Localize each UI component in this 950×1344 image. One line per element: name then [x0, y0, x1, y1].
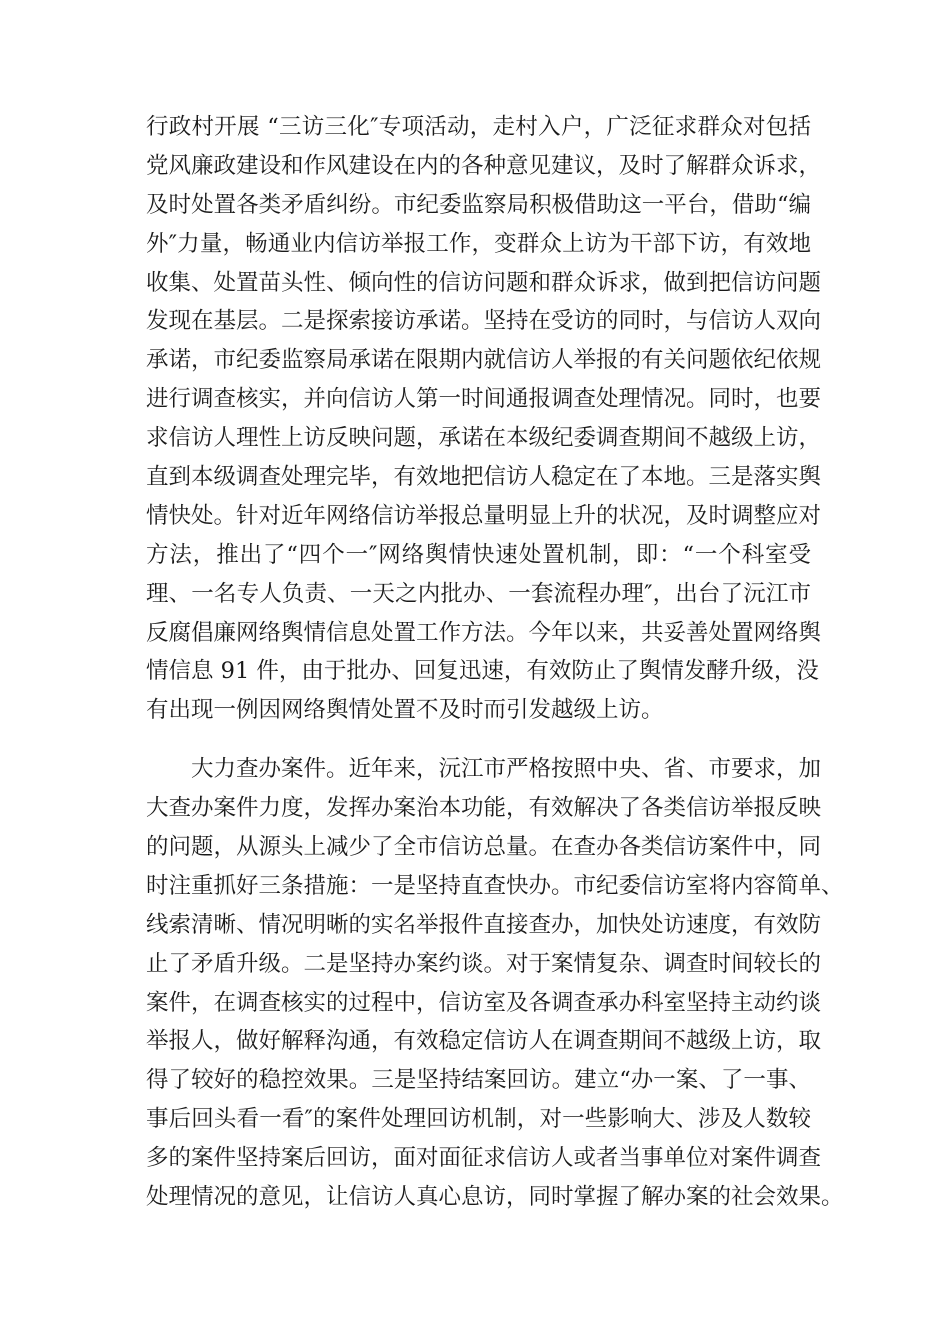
text-line: 举报人，做好解释沟通，有效稳定信访人在调查期间不越级上访，取: [146, 1028, 822, 1055]
text-line: 直到本级调查处理完毕，有效地把信访人稳定在了本地。三是落实舆: [146, 464, 822, 491]
text-line: 发现在基层。二是探索接访承诺。坚持在受访的同时，与信访人双向: [146, 308, 822, 335]
text-line: 进行调查核实，并向信访人第一时间通报调查处理情况。同时，也要: [146, 386, 822, 413]
text-line: 得了较好的稳控效果。三是坚持结案回访。建立“办一案、了一事、: [146, 1067, 811, 1094]
text-line: 求信访人理性上访反映问题，承诺在本级纪委调查期间不越级上访，: [146, 425, 822, 452]
text-line: 事后回头看一看″的案件处理回访机制，对一些影响大、涉及人数较: [146, 1106, 811, 1133]
text-line: 及时处置各类矛盾纠纷。市纪委监察局积极借助这一平台，借助“编: [146, 191, 811, 218]
text-line: 反腐倡廉网络舆情信息处置工作方法。今年以来，共妥善处置网络舆: [146, 619, 822, 646]
text-line: 大力查办案件。近年来，沅江市严格按照中央、省、市要求，加: [191, 756, 822, 783]
text-line: 线索清晰、情况明晰的实名举报件直接查办，加快处访速度，有效防: [146, 911, 822, 938]
paragraph-case-investigation: [146, 750, 844, 1217]
text-line: 止了矛盾升级。二是坚持办案约谈。对于案情复杂、调查时间较长的: [146, 950, 822, 977]
text-line: 承诺，市纪委监察局承诺在限期内就信访人举报的有关问题依纪依规: [146, 347, 822, 374]
text-line: 时注重抓好三条措施：一是坚持直查快办。市纪委信访室将内容简单、: [146, 872, 844, 899]
paragraph-spacer: [146, 730, 811, 750]
text-line: 党风廉政建设和作风建设在内的各种意见建议，及时了解群众诉求，: [146, 152, 822, 179]
text-line: 情快处。针对近年网络信访举报总量明显上升的状况，及时调整应对: [146, 502, 822, 529]
text-line: 有出现一例因网络舆情处置不及时而引发越级上访。: [146, 697, 664, 724]
text-line: 情信息 91 件，由于批办、回复迅速，有效防止了舆情发酵升级，没: [146, 658, 819, 685]
paragraph-petition-handling: [146, 108, 822, 730]
text-line: 处理情况的意见，让信访人真心息访，同时掌握了解办案的社会效果。: [146, 1184, 844, 1211]
text-line: 案件，在调查核实的过程中，信访室及各调查承办科室坚持主动约谈: [146, 989, 822, 1016]
text-line: 外″力量，畅通业内信访举报工作，变群众上访为干部下访，有效地: [146, 230, 811, 257]
text-line: 多的案件坚持案后回访，面对面征求信访人或者当事单位对案件调查: [146, 1145, 822, 1172]
text-line: 的问题，从源头上减少了全市信访总量。在查办各类信访案件中，同: [146, 834, 822, 861]
text-line: 收集、处置苗头性、倾向性的信访问题和群众诉求，做到把信访问题: [146, 269, 822, 296]
document-body: [146, 108, 844, 1217]
text-line: 大查办案件力度，发挥办案治本功能，有效解决了各类信访举报反映: [146, 795, 822, 822]
text-line: 理、一名专人负责、一天之内批办、一套流程办理″，出台了沅江市: [146, 580, 811, 607]
text-line: 行政村开展 “三访三化″专项活动，走村入户，广泛征求群众对包括: [146, 114, 811, 140]
text-line: 方法，推出了“四个一″网络舆情快速处置机制，即：“一个科室受: [146, 541, 811, 568]
